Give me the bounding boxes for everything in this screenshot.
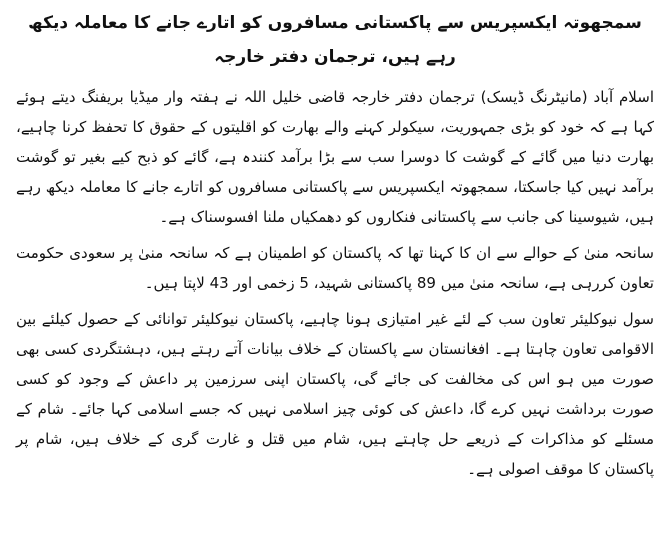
article-paragraph-1: اسلام آباد (مانیٹرنگ ڈیسک) ترجمان دفتر خارجہ قاضی خلیل اللہ نے ہفتہ وار میڈیا بریفنگ دیتے ہوئے کہا ہے کہ خود کو بڑی جمہوریت، سیکولر کہنے والے بھارت کو اقلیتوں کے حقوق کا تحفظ کرنا چاہیے، بھارت دنیا میں گائے کے گوشت کا دوسرا سب سے بڑا برآمد کنندہ ہے، گائے کو ذبح کیے بغیر تو گوشت برآمد نہیں کیا جاسکتا، سمجھوتہ ایکسپریس سے پاکستانی مسافروں کو اتارے جانے کا معاملہ دیکھ رہے ہیں، شیوسینا کی جانب سے پاکستانی فنکاروں کو دھمکیاں ملنا افسوسناک ہے۔ <box>16 88 654 226</box>
article-headline: سمجھوتہ ایکسپریس سے پاکستانی مسافروں کو اتارے جانے کا معاملہ دیکھ رہے ہیں، ترجمان دفتر خارجہ <box>28 13 642 67</box>
article-paragraph-3: سول نیوکلیئر تعاون سب کے لئے غیر امتیازی ہونا چاہیے، پاکستان نیوکلیئر توانائی کے حصول کیلئے بین الاقوامی تعاون چاہتا ہے۔ افغانستان سے پاکستان کے خلاف بیانات آتے رہتے ہیں، دہشتگردی کسی بھی صورت میں ہو اس کی مخالفت کی جائے گی، پاکستان اپنی سرزمین پر داعش کے وجود کو کسی صورت برداشت نہیں کرے گا، داعش کی کوئی چیز اسلامی نہیں کہ جسے اسلامی کہا جائے۔ شام کے مسئلے کو مذاکرات کے ذریعے حل چاہتے ہیں، شام میں قتل و غارت گری کے خلاف ہیں، شام پر پاکستان کا موقف اصولی ہے۔ <box>16 310 654 478</box>
article-paragraph-2: سانحہ منیٰ کے حوالے سے ان کا کہنا تھا کہ پاکستان کو اطمینان ہے کہ سانحہ منیٰ پر سعودی حکومت تعاون کررہی ہے، سانحہ منیٰ میں 89 پاکستانی شہید، 5 زخمی اور 43 لاپتا ہیں۔ <box>16 244 654 292</box>
